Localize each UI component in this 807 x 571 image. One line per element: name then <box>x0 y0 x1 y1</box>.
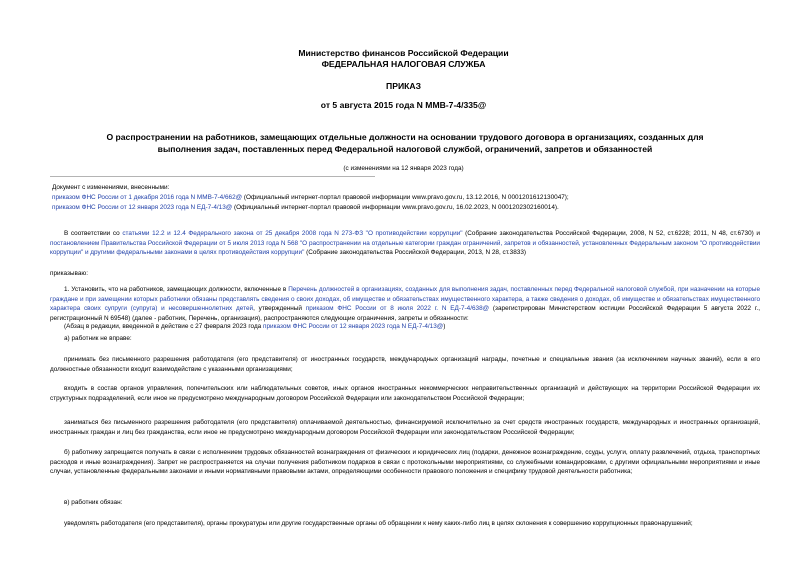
amendments-list <box>52 183 569 213</box>
text-run: (Собрание законодательства Российской Федерации, 2008, N 52, ст.6228; 2011, N 48, ст.6730) и <box>462 230 760 237</box>
text-run: (Собрание законодательства Российской Федерации, 2013, N 28, ст.3833) <box>304 249 527 257</box>
amendment-order-link[interactable]: приказом ФНС России от 12 января 2023 года N ЕД-7-4/13@ <box>263 323 444 330</box>
subclause-a: а) работник не вправе: <box>64 335 132 342</box>
order-link[interactable]: приказом ФНС России от 8 июля 2022 г. N ЕД-7-4/638@ <box>305 305 490 313</box>
resolution-link[interactable]: постановлением Правительства Российской Федерации от 5 июля 2013 года N 568 "О распространении на отдельные категории граждан ограничений, запретов и обязанностей, установленных Федеральным законом "О противодействии коррупции" и другими федеральными законами в целях противодействия коррупции" <box>50 239 760 257</box>
clause-1-paragraph <box>50 285 760 323</box>
preamble-paragraph <box>50 229 760 258</box>
text-run: (зарегистрирован Министерством юстиции Российской Федерации 5 августа 2022 г., регистрационный N 69548) (далее - работник, Перечень, организация), распространяются следующие ограничения, запреты и обязанности: <box>50 305 760 322</box>
law-link[interactable]: статьями 12.2 и 12.4 Федерального закона от 25 декабря 2008 года N 273-ФЗ "О противодействии коррупции" <box>122 230 463 237</box>
text-run: В соответствии со <box>64 230 123 237</box>
edition-remark <box>50 322 760 332</box>
service-name: ФЕДЕРАЛЬНАЯ НАЛОГОВАЯ СЛУЖБА <box>321 59 486 69</box>
amendment-link[interactable]: приказом ФНС России от 1 декабря 2016 года N ММВ-7-4/662@ <box>52 194 243 201</box>
restriction-paragraph: входить в состав органов управления, попечительских или наблюдательных советов, иных органов иностранных некоммерческих неправительственных организаций и действующих на территории Российской Федерации их структурных подразделений, если иное не предусмотрено международным договором Российской Федерации или законодательством Российской Федерации; <box>50 385 760 402</box>
document-title: О распространении на работников, замещающих отдельные должности на основании трудового договора в организациях, созданных для выполнения задач, поставленных перед Федеральной налоговой службой, ограничений, запретов и обязанностей <box>106 132 704 154</box>
text-run: , утвержденный <box>253 305 306 313</box>
subclause-b: б) работнику запрещается получать в связи с исполнением трудовых обязанностей вознаграждения от физических и юридических лиц (подарки, денежное вознаграждение, ссуды, услуги, оплату развлечений, отдыха, транспортных расходов и иные вознаграждения). Запрет не распространяется на случаи получения работником подарков в связи с протокольными мероприятиями, со служебными командировками, с другими официальными мероприятиями и иные случаи, установленные федеральными законами и иными нормативными правовыми актами, определяющими особенности правового положения и специфику трудовой деятельности работника; <box>50 449 760 476</box>
text-run: 1. Установить, что на работников, замещающих должности, включенные в <box>64 286 289 293</box>
ministry-name: Министерство финансов Российской Федерации <box>298 48 509 58</box>
subclause-c: в) работник обязан: <box>64 499 123 506</box>
obligation-paragraph: уведомлять работодателя (его представителя), органы прокуратуры или другие государственные органы об обращении к нему каких-либо лиц в целях склонения к совершению коррупционных правонарушений; <box>64 520 693 527</box>
order-word: приказываю: <box>50 270 88 277</box>
document-type: ПРИКАЗ <box>386 81 421 91</box>
amendment-item <box>52 203 569 213</box>
positions-list-link[interactable]: Перечень должностей в организациях, созданных для выполнения задач, поставленных перед Федеральной налоговой службой, при назначении на которые граждане и при замещении которых работники обязаны представлять сведения о своих доходах, об имуществе и обязательствах имущественного характера, а также сведения о доходах, об имуществе и обязательствах имущественного характера своих супруги (супруга) и несовершеннолетних детей <box>50 286 761 313</box>
restriction-paragraph: принимать без письменного разрешения работодателя (его представителя) от иностранных государств, международных организаций награды, почетные и специальные звания (за исключением научных званий), если в его должностные обязанности входит взаимодействие с указанными организациями; <box>50 356 760 373</box>
edition-note: (с изменениями на 12 января 2023 года) <box>343 165 464 172</box>
amendment-link[interactable]: приказом ФНС России от 12 января 2023 года N ЕД-7-4/13@ <box>52 204 233 211</box>
amendment-source: (Официальный интернет-портал правовой информации www.pravo.gov.ru, 16.02.2023, N 0001202302160014). <box>232 204 559 211</box>
text-run: ) <box>443 323 446 330</box>
amendments-intro: Документ с изменениями, внесенными: <box>52 184 170 191</box>
amendment-source: (Официальный интернет-портал правовой информации www.pravo.gov.ru, 13.12.2016, N 0001201612130047); <box>242 194 569 201</box>
restriction-paragraph: заниматься без письменного разрешения работодателя (его представителя) оплачиваемой деятельностью, финансируемой исключительно за счет средств иностранных государств, международных и иностранных организаций, иностранных граждан и лиц без гражданства, если иное не предусмотрено международным договором Российской Федерации или законодательством Российской Федерации; <box>50 419 760 436</box>
text-run: (Абзац в редакции, введенной в действие с 27 февраля 2023 года <box>64 323 264 330</box>
amendment-item <box>52 193 569 203</box>
divider <box>50 176 375 177</box>
document-date-number: от 5 августа 2015 года N ММВ-7-4/335@ <box>320 100 487 110</box>
